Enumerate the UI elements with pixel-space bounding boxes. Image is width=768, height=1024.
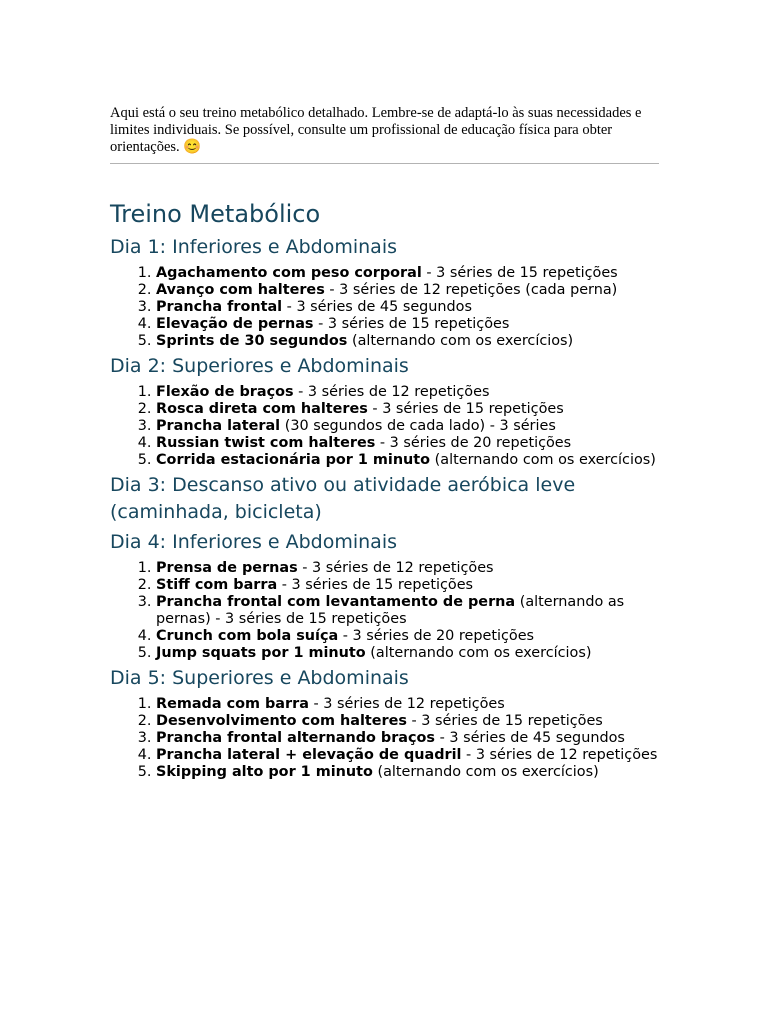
exercise-name: Sprints de 30 segundos xyxy=(156,333,348,349)
exercise-list xyxy=(110,384,670,469)
exercise-name: Prancha frontal xyxy=(156,299,283,315)
exercise-name: Prancha lateral xyxy=(156,418,281,434)
exercise-name: Prancha frontal alternando braços xyxy=(156,730,435,746)
day-section xyxy=(110,353,670,469)
exercise-item xyxy=(156,713,670,730)
exercise-name: Desenvolvimento com halteres xyxy=(156,713,407,729)
exercise-detail: - 3 séries de 12 repetições xyxy=(461,747,658,763)
exercise-item xyxy=(156,645,670,662)
exercise-item xyxy=(156,401,670,418)
exercise-detail: - 3 séries de 12 repetições (cada perna) xyxy=(324,282,618,298)
exercise-item xyxy=(156,299,670,316)
exercise-list xyxy=(110,696,670,781)
exercise-detail: - 3 séries de 20 repetições xyxy=(338,628,535,644)
exercise-list xyxy=(110,560,670,662)
page-title: Treino Metabólico xyxy=(110,200,321,228)
exercise-item xyxy=(156,384,670,401)
exercise-name: Remada com barra xyxy=(156,696,309,712)
day-heading: Dia 1: Inferiores e Abdominais xyxy=(110,236,398,258)
day-heading: Dia 2: Superiores e Abdominais xyxy=(110,355,409,377)
horizontal-divider xyxy=(110,163,659,164)
exercise-item xyxy=(156,265,670,282)
exercise-name: Rosca direta com halteres xyxy=(156,401,368,417)
exercise-detail: (alternando com os exercícios) xyxy=(430,452,656,468)
exercise-name: Prancha frontal com levantamento de perna xyxy=(156,594,516,610)
exercise-name: Flexão de braços xyxy=(156,384,294,400)
exercise-name: Corrida estacionária por 1 minuto xyxy=(156,452,431,468)
day-section xyxy=(110,665,670,781)
exercise-item xyxy=(156,418,670,435)
exercise-detail: - 3 séries de 45 segundos xyxy=(282,299,472,315)
exercise-item xyxy=(156,764,670,781)
exercise-item xyxy=(156,282,670,299)
exercise-item xyxy=(156,560,670,577)
exercise-item xyxy=(156,577,670,594)
exercise-item xyxy=(156,594,670,628)
exercise-detail: - 3 séries de 12 repetições xyxy=(297,560,494,576)
exercise-item xyxy=(156,316,670,333)
exercise-item xyxy=(156,435,670,452)
exercise-name: Stiff com barra xyxy=(156,577,278,593)
exercise-detail: - 3 séries de 12 repetições xyxy=(308,696,505,712)
exercise-item xyxy=(156,452,670,469)
exercise-detail: - 3 séries de 15 repetições xyxy=(406,713,603,729)
exercise-item xyxy=(156,333,670,350)
exercise-detail: - 3 séries de 45 segundos xyxy=(435,730,625,746)
exercise-name: Skipping alto por 1 minuto xyxy=(156,764,373,780)
exercise-name: Prancha lateral + elevação de quadril xyxy=(156,747,462,763)
exercise-list xyxy=(110,265,670,350)
exercise-name: Jump squats por 1 minuto xyxy=(156,645,366,661)
day-section xyxy=(110,472,670,526)
day-section xyxy=(110,234,670,350)
exercise-name: Russian twist com halteres xyxy=(156,435,376,451)
exercise-name: Agachamento com peso corporal xyxy=(156,265,422,281)
exercise-item xyxy=(156,730,670,747)
exercise-detail: (alternando com os exercícios) xyxy=(347,333,574,349)
exercise-name: Prensa de pernas xyxy=(156,560,298,576)
exercise-detail: - 3 séries de 15 repetições xyxy=(277,577,474,593)
exercise-item xyxy=(156,628,670,645)
day-heading: Dia 3: Descanso ativo ou atividade aeróbica leve (caminhada, bicicleta) xyxy=(110,474,576,523)
exercise-detail: (alternando com os exercícios) xyxy=(372,764,599,780)
intro-paragraph: Aqui está o seu treino metabólico detalhado. Lembre-se de adaptá-lo às suas necessidades e limites individuais. Se possível, consulte um profissional de educação física para obter orientações. 😊 xyxy=(110,105,642,155)
exercise-detail: - 3 séries de 15 repetições xyxy=(421,265,618,281)
exercise-detail: - 3 séries de 15 repetições xyxy=(367,401,564,417)
exercise-detail: - 3 séries de 12 repetições xyxy=(293,384,490,400)
exercise-name: Elevação de pernas xyxy=(156,316,314,332)
exercise-detail: - 3 séries de 20 repetições xyxy=(375,435,572,451)
exercise-item xyxy=(156,696,670,713)
day-heading: Dia 4: Inferiores e Abdominais xyxy=(110,531,398,553)
day-heading: Dia 5: Superiores e Abdominais xyxy=(110,667,409,689)
exercise-detail: - 3 séries de 15 repetições xyxy=(313,316,510,332)
exercise-item xyxy=(156,747,670,764)
day-section xyxy=(110,529,670,662)
workout-content xyxy=(110,196,670,781)
exercise-detail: (alternando com os exercícios) xyxy=(365,645,592,661)
exercise-name: Crunch com bola suíça xyxy=(156,628,339,644)
exercise-name: Avanço com halteres xyxy=(156,282,325,298)
exercise-detail: (alternando as pernas) - 3 séries de 15 repetições xyxy=(156,594,625,627)
exercise-detail: (30 segundos de cada lado) - 3 séries xyxy=(280,418,556,434)
